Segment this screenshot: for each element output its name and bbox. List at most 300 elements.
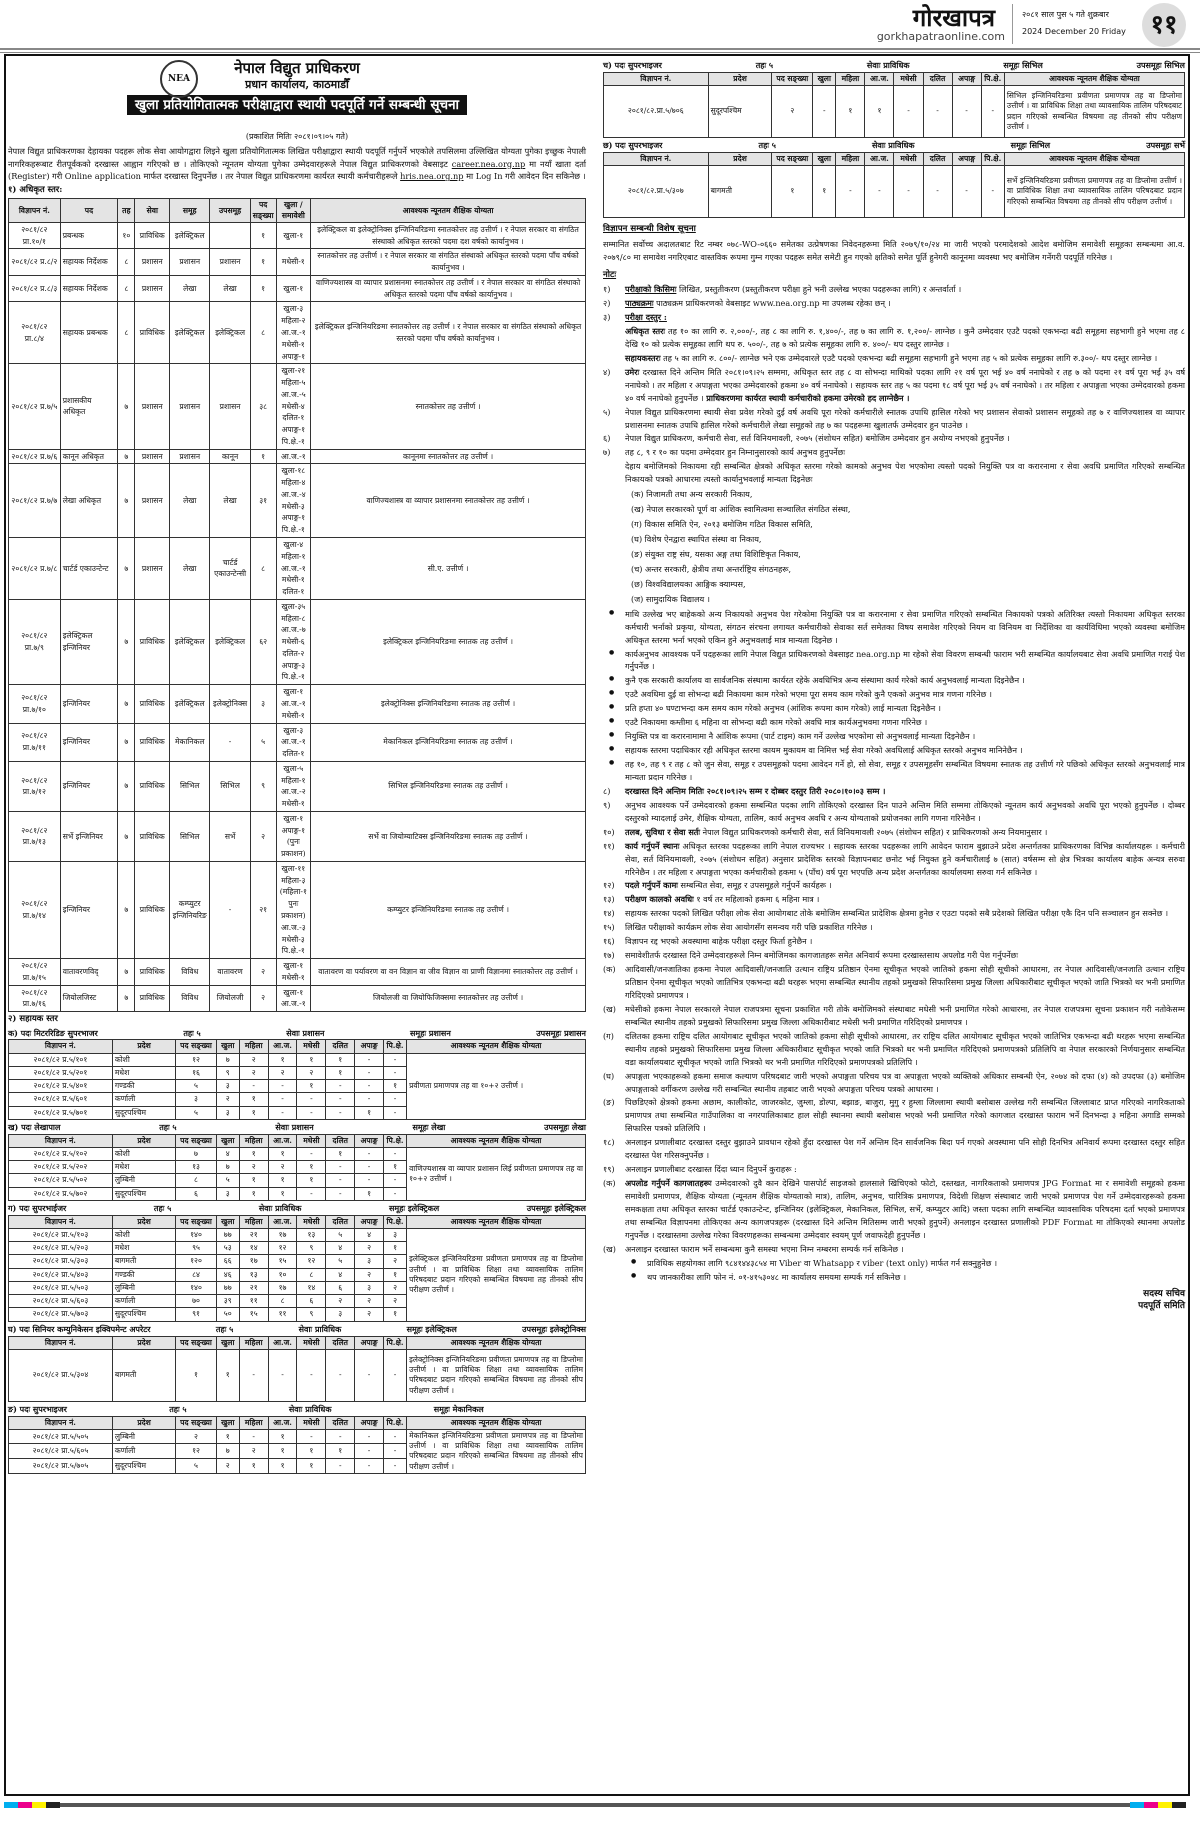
bullet-text: एउटै अवधिमा दुई वा सोभन्दा बढी निकायमा काम गरेको भएमा पूरा समय काम गरेको कुनै एकको अनुभव मात्र गणना गरिनेछ । — [625, 689, 992, 700]
cell: सुदूरपश्चिम — [708, 86, 772, 138]
cell: १ — [216, 1349, 239, 1401]
nea-logo-icon — [160, 60, 198, 98]
column-header: पद सङ्ख्या — [176, 1040, 216, 1053]
column-header: विज्ञापन नं. — [604, 152, 709, 165]
cell-qual: जियोलजी वा जियोफिजिक्समा स्नातकोत्तर तह उत्तीर्ण । — [311, 985, 586, 1012]
column-header: दलित — [923, 152, 952, 165]
column-header: दलित — [326, 1134, 355, 1147]
cell: २०८१/८२.प्रा.५/७०६ — [604, 86, 709, 138]
cell: २०८१/८२ प्र.५/१०२ — [9, 1147, 113, 1160]
cell: २०८१/८२ प्र.५/५०२ — [9, 1174, 113, 1187]
cell: - — [384, 1093, 407, 1106]
note-number: ८) — [603, 785, 611, 796]
post-subgroup: उपसमूहः लेखा — [544, 1121, 586, 1132]
cyan-swatch — [1130, 1802, 1144, 1808]
magenta-swatch — [1144, 1802, 1158, 1808]
cell-group: सिभिल — [170, 761, 210, 811]
column-header: विज्ञापन नं. — [9, 1416, 113, 1429]
cell: १ — [297, 1444, 326, 1459]
list-item: (छ) विश्वविद्यालयका आङ्गिक क्याम्पस, — [631, 578, 746, 589]
cell: - — [268, 1106, 297, 1119]
qualification-cell: वाणिज्यशास्त्र वा व्यापार प्रशासन लिई प्रवीणता प्रमाणपत्र तह वा १०+२ उत्तीर्ण । — [407, 1147, 586, 1200]
cell: १ — [268, 1444, 297, 1459]
cell: - — [326, 1093, 355, 1106]
cell-quota: खुला-३५ महिला-८ आ.ज.-७ मधेसी-६ दलित-२ अपाङ्ग-३ पि.क्षे.-१ — [276, 599, 311, 684]
column-header: आ.ज. — [268, 1336, 297, 1349]
post-group: समूहः इलेक्ट्रिकल — [406, 1323, 457, 1334]
publish-date: (प्रकाशित मितिः २०८१।०९।०५ गते) — [245, 132, 349, 141]
cell-service: प्राविधिक — [135, 723, 170, 761]
cell-service: प्राविधिक — [135, 302, 170, 364]
cell: १ — [239, 1174, 268, 1187]
cell-post: इलेक्ट्रिकल इन्जिनियर — [60, 599, 118, 684]
qualification-cell: मेकानिकल इन्जिनियरिङमा प्रवीणता प्रमाणपत्र तह वा डिप्लोमा उत्तीर्ण । वा प्राविधिक शिक्षा तथा व्यावसायिक तालिम परिषदबाट प्रदान गरिएको सम्बन्धित विषयमा तह तीनको सीप परीक्षण उत्तीर्ण । — [407, 1429, 586, 1473]
cell-quota: खुला-१ मधेसी-१ — [276, 959, 311, 986]
column-header: महिला — [239, 1215, 268, 1228]
note-text: अनलाइन प्रणालीबाट दरखास्त दस्तुर बुझाउने प्रावधान रहेको हुँदा दरखास्त पेश गर्ने अन्तिम दिन सार्वजनिक बिदा पर्न गएको अवस्थामा पनि सोही दिनभित्र अनिवार्य रूपमा दरखास्त दस्तुर सहित दरखास्त पेश गरिसक्नुपर्नेछ । — [625, 1137, 1185, 1161]
table-row — [9, 685, 586, 723]
cell: ५० — [216, 1308, 239, 1321]
post-level: तहः ५ — [215, 1323, 234, 1334]
column-header: आवश्यक न्यूनतम शैक्षिक योग्यता — [407, 1336, 586, 1349]
note-text: लिखित, प्रस्तुतीकरण (प्रस्तुतीकरण परीक्षा हुने भनी उल्लेख भएका पदहरूका लागि) र अन्तर्वार्ता । — [678, 284, 962, 295]
cell: लुम्बिनी — [112, 1281, 175, 1294]
cell: २०८१/८२ प्रा.५/५०५ — [9, 1429, 113, 1444]
cell: ५३ — [216, 1242, 239, 1255]
note-text: उम्मेदवारको दुवै कान देखिने पासपोर्ट साइजको हालसाले खिचिएको फोटो, दस्तखत, नागरिकताको प्रमाणपत्र JPG Format मा र समावेशी समूहको हकमा समावेशी प्रमाणपत्र, शैक्षिक योग्यता (न्यूनतम शैक्षिक योग्यताको मात्र), तालिम, अनुभव, चारित्रिक प्रमाणपत्र, विदेशी शिक्षण संस्थाबाट जारी भएको प्रमाणपत्र पेश गर्ने उम्मेदवारहरूको हकमा समकक्षता तथा अधिकृत स्तरका चार्टर्ड एकाउन्टेन्ट, इन्जिनियर (इलेक्ट्रिकल, मेकानिकल, सिभिल, सर्भे, कम्प्युटर आदि) जस्ता पदका लागि सम्बन्धित व्यावसायिक परिषदमा दर्ता भएको प्रमाणपत्र तथा सम्बन्धित विज्ञापनमा तोकिएका अन्य कागजपत्रहरू (दरखास्त दिने अन्तिम मितिसम्म जारी भएको हुनुपर्ने) अनलाइन दरखास्त प्रणालीको PDF Format मा तोकिएको स्थानमा अपलोड गनुपर्नेछ । दरखास्तमा उल्लेख गरेका विवरणहरूका सम्बन्धमा उम्मेदवार स्वयम् पूर्ण जवाफदेही हुनुपर्नेछ । — [625, 1178, 1186, 1240]
cell: ४ — [326, 1268, 355, 1281]
table-row — [9, 275, 586, 302]
cell: - — [836, 166, 865, 218]
cell: २०८१/८२ प्रा.५/६०५ — [9, 1444, 113, 1459]
cell: २ — [384, 1255, 407, 1268]
list-marker: (ख) — [603, 1003, 616, 1014]
deadline-text: दरखास्त दिने अन्तिम मितिः २०८१।०९।२५ सम्म र दोब्बर दस्तुर तिरी २०८०।१०।०३ सम्म । — [625, 785, 886, 796]
post-service: सेवाः प्राविधिक — [288, 1403, 332, 1414]
cell: २०८१/८२ प्र.५/६०१ — [9, 1093, 113, 1106]
post-line — [8, 1324, 586, 1335]
post-line — [603, 60, 1185, 71]
cell: कर्णाली — [112, 1444, 175, 1459]
note-number: १) — [603, 284, 611, 295]
column-header: अपाङ्ग — [355, 1336, 384, 1349]
cell: - — [384, 1459, 407, 1474]
cell-qual: कम्प्युटर इन्जिनियरिङमा स्नातक तह उत्तीर्ण । — [311, 861, 586, 958]
note-17 — [603, 949, 1185, 962]
bullet-item — [603, 674, 1185, 687]
note-text: पाठ्यक्रम प्राधिकरणको वेबसाइट www.nea.org.np मा उपलब्ध रहेका छन् । — [656, 298, 891, 309]
cell-qual: इलेक्ट्रिकल इन्जिनियरिङमा स्नातक तह उत्तीर्ण । — [311, 599, 586, 684]
cell: मधेश — [112, 1161, 175, 1174]
table-row — [9, 1349, 586, 1401]
cell: १ — [297, 1080, 326, 1093]
post-subgroup: उपसमूहः सर्भे — [1146, 140, 1185, 151]
cell: - — [297, 1429, 326, 1444]
list-item: (घ) विशेष ऐनद्वारा स्थापित संस्था वा निकाय, — [631, 534, 762, 545]
cell-quota: खुला-११ महिला-३ (महिला-१ पुनः प्रकाशन) आ.ज.-३ मधेसी-३ पि.क्षे.-१ — [276, 861, 311, 958]
post-line — [603, 140, 1185, 151]
fee-officer-label: अधिकृत स्तरः — [625, 325, 666, 336]
cell-qual: स्नातकोत्तर तह उत्तीर्ण । — [311, 364, 586, 449]
cell-group: प्रशासन — [170, 364, 210, 449]
note-text: अनुभव आवश्यक पर्ने उम्मेदवारको हकमा सम्बन्धित पदका लागि तोकिएको दरखास्त दिन पाउने अन्तिम मिति सम्ममा तोकिएको न्यूनतम कार्य अनुभवको अवधि पूरा भएको हुनुपर्नेछ । दोब्बर दस्तुरको म्यादलाई उमेर, शैक्षिक योग्यता, तालिम, कार्य अनुभव अवधि र अन्य योग्यताको प्रयोजनका लागि गणना गरिनेछैन । — [625, 799, 1185, 823]
list-text: दलितका हकमा राष्ट्रिय दलित आयोगबाट सूचीकृत भएको जातिको हकमा सोही सूचीको आधारमा, तर राष्ट्रिय दलित आयोगबाट सूचीकृत भएको जातिभित्र एकभन्दा बढी थरहरू भएमा सम्बन्धित स्थानीय तहको प्रमुखको सिफारिसमा प्रमुख जिल्ला अधिकारीबाट सूचीकृत भएको जाति भित्रको थर भनी प्रमाणित गरिदिएको प्रमाणपत्रको प्रतिलिपि वा नेपाल सरकारको निर्णयानुसार सम्बन्धित वडा कार्यालयबाट सूचीकृत भएको जाति भित्रको थर भनी प्रमाणित गरिदिएको प्रमाणपत्रको प्रतिलिपि । — [625, 1030, 1185, 1067]
column-header: दलित — [326, 1416, 355, 1429]
cell-subgroup: लेखा — [210, 464, 250, 538]
cell: १ — [268, 1147, 297, 1160]
cell: ७ — [216, 1161, 239, 1174]
cell-subgroup: - — [210, 723, 250, 761]
cell: ४६ — [216, 1268, 239, 1281]
cell-level: ७ — [118, 861, 135, 958]
table-row — [9, 1429, 586, 1444]
note-4 — [603, 366, 1185, 405]
list-item: (ज) सामुदायिक विद्यालय । — [631, 593, 710, 604]
column-header: महिला — [836, 152, 865, 165]
list-item — [603, 1003, 1185, 1029]
cell-subgroup: - — [210, 861, 250, 958]
column-header: महिला — [239, 1134, 268, 1147]
column-header: उपसमूह — [210, 199, 250, 223]
column-header: पद सङ्ख्या — [176, 1215, 216, 1228]
list-item — [603, 1096, 1185, 1135]
cell: १ — [216, 1429, 239, 1444]
list-item: (क) निजामती तथा अन्य सरकारी निकाय, — [631, 489, 753, 500]
cell: २ — [384, 1295, 407, 1308]
cell-level: ८ — [118, 302, 135, 364]
cell: ११ — [239, 1295, 268, 1308]
cell: २०८१/८२ प्रा.५/२०३ — [9, 1242, 113, 1255]
table-row — [9, 1147, 586, 1160]
cell: - — [923, 86, 952, 138]
cell-level: ८ — [118, 249, 135, 276]
yellow-swatch — [1158, 1802, 1172, 1808]
qualification-cell: प्रवीणता प्रमाणपत्र तह वा १०+२ उत्तीर्ण । — [407, 1053, 586, 1119]
cell: ३ — [384, 1228, 407, 1241]
cell: - — [952, 166, 981, 218]
table-row — [9, 249, 586, 276]
note-7 — [603, 446, 1185, 459]
cell: २०८१/८२ प्रा.५/७०३ — [9, 1308, 113, 1321]
cell: - — [326, 1106, 355, 1119]
cell-post: सर्भे इन्जिनियर — [60, 811, 118, 861]
cell: २ — [268, 1161, 297, 1174]
cell-level: ७ — [118, 985, 135, 1012]
column-header: खुला — [813, 152, 836, 165]
cell: ६ — [297, 1295, 326, 1308]
note-number: ४) — [603, 366, 611, 377]
column-header: विज्ञापन नं. — [9, 1134, 113, 1147]
column-header: दलित — [923, 72, 952, 85]
cell: २ — [176, 1429, 216, 1444]
cell: १७ — [268, 1228, 297, 1241]
note-text: अनलाइन दरखास्त फाराम भर्ने सम्बन्धमा कुनै समस्या भएमा निम्न नम्बरमा सम्पर्क गर्न सकिनेछ । — [625, 1243, 904, 1254]
assistant-table — [603, 72, 1185, 138]
column-header: आवश्यक न्यूनतम शैक्षिक योग्यता — [311, 199, 586, 223]
cell-service: प्रशासन — [135, 249, 170, 276]
cell: ९ — [216, 1066, 239, 1079]
bullet-icon: ● — [631, 1257, 637, 1265]
post-group: समूहः सिभिल — [1010, 140, 1051, 151]
bullet-icon: ● — [609, 648, 615, 656]
note-3 — [603, 311, 1185, 324]
note-18 — [603, 1136, 1185, 1162]
cell-service: प्राविधिक — [135, 599, 170, 684]
cell: २०८१/८२ प्रा.५/३०४ — [9, 1349, 113, 1401]
cell: १ — [239, 1093, 268, 1106]
cell: ३९ — [216, 1295, 239, 1308]
cell-quota: मधेसी-१ — [276, 249, 311, 276]
bullet-text: सहायक स्तरमा पदाधिकार रही अधिकृत स्तरमा कायम मुकायम वा निमित्त भई सेवा गरेको अवधिलाई अधिकृत स्तरको अनुभव मानिनेछैन । — [625, 745, 1023, 756]
bullet-text: कार्यअनुभव आवश्यक पर्ने पदहरूका लागि नेपाल विद्युत प्राधिकरणको वेबसाइट nea.org.np मा रहेको सेवा विवरण सम्बन्धी फाराम भरी सम्बन्धित कार्यालयबाट सेवा अवधि प्रमाणित गराई पेश गर्नुपर्नेछ । — [625, 648, 1185, 672]
table-row — [9, 1053, 586, 1066]
note-9 — [603, 799, 1185, 825]
cell: - — [239, 1429, 268, 1444]
column-header: आ.ज. — [268, 1215, 297, 1228]
color-bar-right — [1130, 1802, 1186, 1808]
cell: २ — [384, 1281, 407, 1294]
cell-ad: २०८१/८२ प्र.७/६ — [9, 449, 61, 464]
header-row — [604, 72, 1185, 85]
cell: १ — [813, 166, 836, 218]
post-group: समूहः मेकानिकल — [433, 1403, 484, 1414]
cell-group: इलेक्ट्रिकल — [170, 222, 210, 249]
fee-assistant — [603, 352, 1185, 365]
cell-qual: इलेक्ट्रिकल वा इलेक्ट्रोनिक्स इन्जिनियरिङमा स्नातकोत्तर तह उत्तीर्ण । र नेपाल सरकार वा संगठित संस्थाको अधिकृत स्तरको पदमा दश वर्षको कार्यानुभव । — [311, 222, 586, 249]
officer-header-row — [9, 199, 586, 223]
table-row — [9, 861, 586, 958]
column-header: महिला — [836, 72, 865, 85]
cell: १ — [268, 1053, 297, 1066]
cell: - — [326, 1174, 355, 1187]
masthead — [0, 0, 1200, 50]
cell-group: प्रशासन — [170, 249, 210, 276]
cell-post: लेखा अधिकृत — [60, 464, 118, 538]
bullet-text: एउटै निकायमा कम्तीमा ६ महिना वा सोभन्दा बढी काम गरेको अवधि मात्र कार्यअनुभवमा गणना गरिनेछ । — [625, 717, 928, 728]
cell-level: ७ — [118, 959, 135, 986]
cell: - — [384, 1066, 407, 1079]
column-header: महिला — [239, 1040, 268, 1053]
cell-level: ७ — [118, 761, 135, 811]
qualification-cell: सर्भे इन्जिनियरिङमा प्रवीणता प्रमाणपत्र तह वा डिप्लोमा उत्तीर्ण । वा प्राविधिक शिक्षा तथा व्यावसायिक तालिम परिषदबाट प्रदान गरिएको सम्बन्धित विषयमा तह तीनको सीप परीक्षण उत्तीर्ण । — [1004, 166, 1184, 218]
cell: - — [355, 1174, 384, 1187]
cell: - — [326, 1349, 355, 1401]
note-14 — [603, 907, 1185, 920]
table-row — [604, 166, 1185, 218]
cell-service: प्राविधिक — [135, 685, 170, 723]
cell: - — [297, 1093, 326, 1106]
cell: ७७ — [216, 1281, 239, 1294]
post-post: छ) पदः सुपरभाइजर — [603, 140, 663, 151]
column-header: खुला — [216, 1336, 239, 1349]
cell: ३ — [216, 1106, 239, 1119]
cell: १ — [239, 1147, 268, 1160]
cell-level: ७ — [118, 723, 135, 761]
assistant-table — [8, 1416, 586, 1474]
hris-link[interactable]: hris.nea.org.np — [400, 171, 464, 182]
cell: १ — [355, 1187, 384, 1200]
cell-level: ७ — [118, 685, 135, 723]
cell: १ — [355, 1106, 384, 1119]
bullet-icon: ● — [609, 689, 615, 697]
officer-body — [9, 222, 586, 1011]
cell: ४ — [216, 1147, 239, 1160]
cell: ३ — [216, 1080, 239, 1093]
list-item — [603, 1030, 1185, 1069]
cell: १ — [384, 1308, 407, 1321]
cell-post: चार्टर्ड एकाउन्टेन्ट — [60, 538, 118, 600]
note-15 — [603, 921, 1185, 934]
column-header: अपाङ्ग — [952, 152, 981, 165]
cell-service: प्रशासन — [135, 364, 170, 449]
career-link[interactable]: career.nea.org.np — [451, 158, 526, 169]
table-row — [9, 599, 586, 684]
column-header: पद सङ्ख्या — [176, 1416, 216, 1429]
column-header: दलित — [326, 1336, 355, 1349]
post-level: तहः ५ — [159, 1121, 177, 1132]
cell-qual: इलेक्ट्रिकल इन्जिनियरिङमा स्नातकोत्तर तह उत्तीर्ण । र नेपाल सरकार वा संगठित संस्थाको अधिकृत स्तरको पदमा पाँच वर्षको कार्यानुभव । — [311, 302, 586, 364]
note-number: (ख) — [603, 1243, 616, 1254]
cell-ad: २०८१/८२ प्र.८/२ — [9, 249, 61, 276]
column-header: खुला — [216, 1215, 239, 1228]
column-header: खुला — [216, 1040, 239, 1053]
cell: ८ — [297, 1268, 326, 1281]
note-number: ७) — [603, 447, 611, 458]
cell: १ — [297, 1174, 326, 1187]
table-row — [9, 464, 586, 538]
bullet-item — [603, 1257, 1185, 1270]
special-notice-text: सम्मानित सर्वोच्च अदालतबाट रिट नम्बर ०७८-WO-०६६० समेतका उत्प्रेषणका निवेदनहरूमा मिति २०७९/१०/२४ मा जारी भएको परमादेशको आदेश बमोजिम समावेशी समूहका सम्बन्धमा आ.व. २०७९/८० मा समावेश नगरिएबाट वास्तविक रूपमा गुम्न गएका पदहरू समेत समेटी हुन गएको क्षतिको समेत पूर्ति हुनेगरी कानूनमा व्यवस्था भए बमोजिम गर्नेगरी पदपूर्ति गरिनेछ । — [603, 238, 1185, 262]
cell: - — [355, 1459, 384, 1474]
column-header: विज्ञापन नं. — [9, 1040, 113, 1053]
cell-service: प्राविधिक — [135, 761, 170, 811]
page-number: ११ — [1142, 3, 1186, 47]
cell-ad: २०८१/८२ प्रा.१०/१ — [9, 222, 61, 249]
list-item — [603, 963, 1185, 1002]
assistant-table — [8, 1336, 586, 1402]
cell-post: इन्जिनियर — [60, 685, 118, 723]
note-label: परीक्षण कालको अवधिः — [625, 894, 694, 905]
cell: १ — [326, 1147, 355, 1160]
cell: - — [384, 1187, 407, 1200]
cell: कोशी — [112, 1053, 175, 1066]
bullet-text: तह १०, तह ९ र तह ८ को जुन सेवा, समूह र उपसमूहको पदमा आवेदन गर्ने हो, सो सेवा, समूह र उपसमूहसँग सम्बन्धित विषयमा स्नातक तह उत्तीर्ण गरे पछिको अधिकृत स्तरको अनुभवलाई मात्र मान्यता प्रदान गरिनेछ । — [625, 759, 1185, 782]
cell: कर्णाली — [112, 1295, 175, 1308]
bullet-item — [603, 648, 1185, 674]
post-service: सेवाः प्राविधिक — [866, 60, 910, 70]
cell: ५ — [176, 1080, 216, 1093]
cell-quota: खुला-३ महिला-२ आ.ज.-१ मधेसी-१ अपाङ्ग-१ — [276, 302, 311, 364]
note-8 — [603, 785, 1185, 798]
cell: ८४ — [176, 1268, 216, 1281]
bullet-item — [603, 608, 1185, 647]
header-row — [9, 1416, 586, 1429]
cell: २०८१/८२ प्रा.५/४०३ — [9, 1268, 113, 1281]
column-header: विज्ञापन नं. — [604, 72, 709, 85]
note-text: विज्ञापन रद्द भएको अवस्थामा बाहेक परीक्षा दस्तुर फिर्ता हुनेछैन । — [625, 936, 813, 947]
cell: ७ — [176, 1147, 216, 1160]
cell-ad: २०८१/८२ प्रा.८/४ — [9, 302, 61, 364]
column-header: तह — [118, 199, 135, 223]
post-service: सेवाः प्राविधिक — [871, 140, 915, 151]
cell-qual: वाणिज्यशास्त्र वा व्यापार प्रशासनमा स्नातकोत्तर तह उत्तीर्ण । र नेपाल सरकार वा संगठित संस्थाको अधिकृत स्तरको पदमा पाँच वर्षको कार्यानुभव । — [311, 275, 586, 302]
cell: - — [268, 1349, 297, 1401]
assistant-table — [8, 1039, 586, 1120]
cell-level: ७ — [118, 449, 135, 464]
intro-text-3: मा Log In गरी आवेदन दिन सकिनेछ । — [466, 171, 586, 182]
cell-service: प्रशासन — [135, 449, 170, 464]
note-number: १५) — [603, 922, 615, 933]
cell: - — [239, 1349, 268, 1401]
signature-block — [603, 1288, 1185, 1312]
cell: २०८१/८२ प्रा.५/७०५ — [9, 1459, 113, 1474]
cell: - — [981, 166, 1004, 218]
cell-quota: खुला-१८ महिला-४ आ.ज.-४ मधेसी-३ अपाङ्ग-१ पि.क्षे.-१ — [276, 464, 311, 538]
note-number: १२) — [603, 880, 615, 891]
cell-post: इन्जिनियर — [60, 861, 118, 958]
cell-ad: २०८१/८२ प्रा.७/११ — [9, 723, 61, 761]
post-subgroup: उपसमूहः इलेक्ट्रोनिक्स — [522, 1323, 586, 1334]
post-line — [8, 1028, 586, 1039]
cell-quota: खुला-१ आ.ज.-१ मधेसी-१ — [276, 685, 311, 723]
cell-qual: सिभिल इन्जिनियरिङमा स्नातक तह उत्तीर्ण । — [311, 761, 586, 811]
note-number: ११) — [603, 840, 615, 851]
note-label: परीक्षाको किसिमः — [625, 284, 677, 295]
cell: २ — [297, 1066, 326, 1079]
cell: लुम्बिनी — [112, 1429, 175, 1444]
cell: १ — [384, 1242, 407, 1255]
cell: २ — [239, 1444, 268, 1459]
post-level: तहः ५ — [153, 1202, 172, 1213]
cell: १४ — [239, 1242, 268, 1255]
cell-count: ५ — [250, 723, 276, 761]
note-16 — [603, 935, 1185, 948]
column-header: आवश्यक न्यूनतम शैक्षिक योग्यता — [407, 1040, 586, 1053]
cell: ८ — [176, 1174, 216, 1187]
cell-group: सिभिल — [170, 811, 210, 861]
cyan-swatch — [4, 1802, 18, 1808]
experience-rules-list — [603, 608, 1185, 784]
cell: १ — [865, 86, 894, 138]
column-header: महिला — [239, 1336, 268, 1349]
note-19-kha — [603, 1243, 1185, 1256]
cell: - — [268, 1093, 297, 1106]
list-item — [603, 1070, 1185, 1096]
cell-ad: २०८१/८२ प्र.७/७ — [9, 464, 61, 538]
note-number: ९) — [603, 799, 611, 810]
column-header: पि.क्षे. — [384, 1215, 407, 1228]
cell: - — [326, 1161, 355, 1174]
column-header: पि.क्षे. — [981, 72, 1004, 85]
list-marker: (क) — [603, 964, 616, 975]
cell: २ — [239, 1053, 268, 1066]
note-number: १४) — [603, 908, 615, 919]
experience-bodies-list — [603, 488, 1185, 606]
cell: ५ — [326, 1228, 355, 1241]
note-label: उमेरः — [625, 366, 640, 377]
cell: २०८१/८२ प्र.५/१०१ — [9, 1053, 113, 1066]
cell-service: प्रशासन — [135, 275, 170, 302]
cell-subgroup: प्रशासन — [210, 364, 250, 449]
cell-post: प्रशासकीय अधिकृत — [60, 364, 118, 449]
cell-ad: २०८१/८२ प्रा.७/१५ — [9, 959, 61, 986]
bullet-item — [603, 702, 1185, 715]
officer-heading: १) अधिकृत स्तर: — [8, 184, 63, 195]
newspaper-url[interactable]: gorkhapatraonline.com — [876, 30, 1005, 43]
date-english: 2024 December 20 Friday — [1022, 27, 1126, 36]
note-text: अनलाइन प्रणालीबाट दरखास्त दिंदा ध्यान दिनुपर्ने कुराहरू : — [625, 1164, 797, 1175]
column-header: अपाङ्ग — [355, 1215, 384, 1228]
